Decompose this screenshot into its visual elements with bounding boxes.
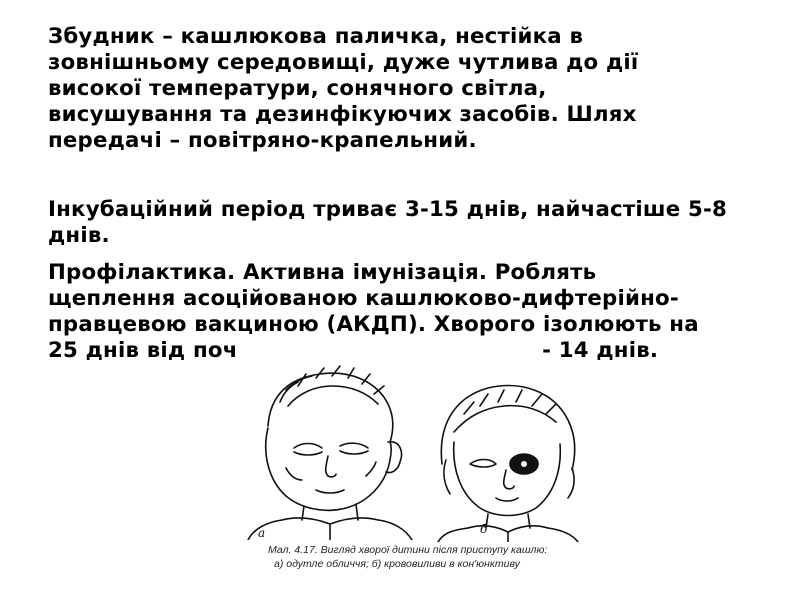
text-line: високої температури, сонячного світла,: [48, 76, 547, 101]
text-line: зовнішньому середовищі, дуже чутлива до дії: [48, 50, 639, 75]
text-line: правцевою вакциною (АКДП). Хворого ізолюють на: [48, 312, 699, 337]
paragraph-pathogen: [48, 24, 745, 154]
figure-label-a: а: [258, 526, 266, 540]
caption-line: а) одутле обличчя; б) крововиливи в кон'юнктиву: [274, 558, 520, 570]
caption-line: Мал. 4.17. Вигляд хворої дитини після приступу кашлю:: [268, 544, 548, 556]
text-line: днів.: [48, 223, 110, 248]
text-line: Інкубаційний період триває 3-15 днів, найчастіше 5-8: [48, 197, 728, 222]
figure-label-b: б: [480, 522, 488, 536]
text-line: щеплення асоційованою кашлюково-дифтерійно-: [48, 286, 679, 311]
text-line: передачі – повітряно-крапельний.: [48, 128, 477, 153]
paragraph-incubation: [48, 197, 745, 249]
figure-caption: [268, 543, 588, 571]
text-line: 25 днів від поч - 14 днів.: [48, 338, 659, 363]
paragraph-prevention: [48, 260, 745, 364]
child-a-illustration: [228, 356, 428, 540]
text-line: Збудник – кашлюкова паличка, нестійка в: [48, 24, 584, 49]
child-b-illustration: [424, 372, 594, 542]
text-line: висушування та дезинфікуючих засобів. Шлях: [48, 102, 637, 127]
text-line: Профілактика. Активна імунізація. Роблять: [48, 260, 597, 285]
